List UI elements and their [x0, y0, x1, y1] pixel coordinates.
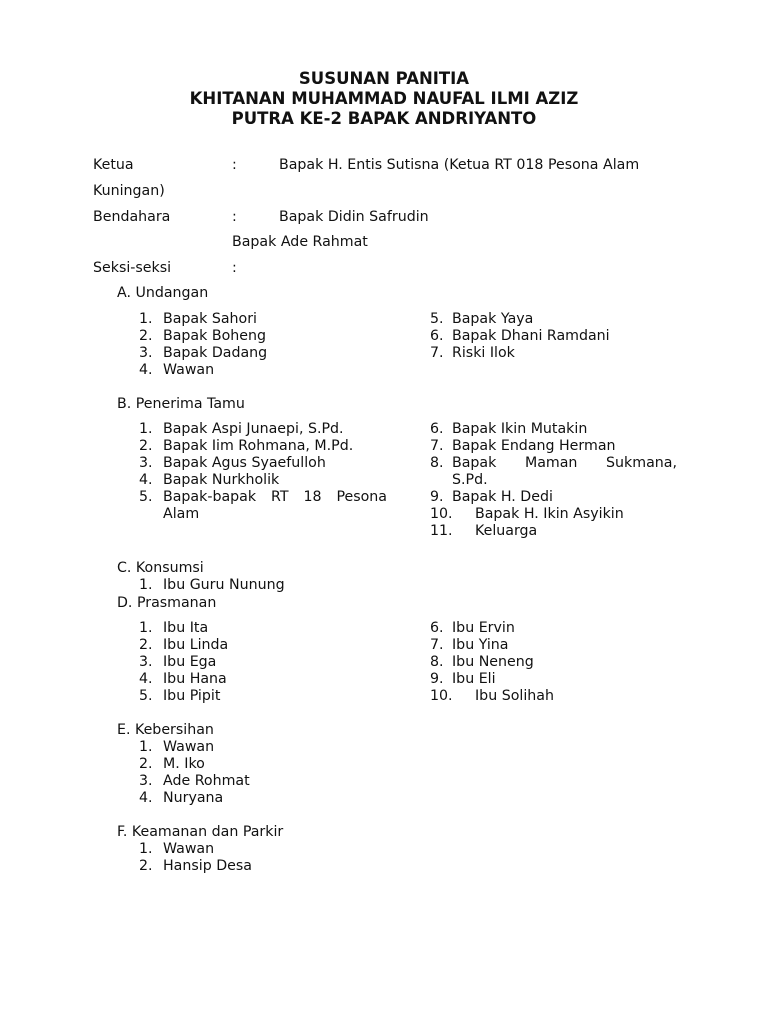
bendahara-value-2: Bapak Ade Rahmat	[232, 234, 368, 250]
list-item: 1. Wawan	[139, 739, 215, 755]
list-item: 6. Bapak Ikin Mutakin	[430, 421, 588, 437]
list-item: 8. Bapak Maman Sukmana,	[430, 455, 677, 471]
undangan-list-right	[430, 311, 690, 362]
bendahara-colon: :	[232, 209, 237, 225]
list-item: 1. Wawan	[139, 841, 215, 857]
section-title-prasmanan: D. Prasmanan	[117, 595, 217, 611]
list-item: 7. Ibu Yina	[430, 637, 509, 653]
ketua-value: Bapak H. Entis Sutisna (Ketua RT 018 Pesona Alam	[279, 157, 640, 173]
section-title-kebersihan: E. Kebersihan	[117, 722, 214, 738]
ketua-colon: :	[232, 157, 237, 173]
kebersihan-list	[139, 739, 399, 807]
section-title-penerima-tamu: B. Penerima Tamu	[117, 396, 245, 412]
list-item: 1. Bapak Aspi Junaepi, S.Pd.	[139, 421, 344, 437]
list-item: 5. Ibu Pipit	[139, 688, 221, 704]
list-item: 7. Bapak Endang Herman	[430, 438, 616, 454]
list-item: 2. M. Iko	[139, 756, 205, 772]
list-item-continuation: S.Pd.	[452, 472, 488, 488]
undangan-list-left	[139, 311, 399, 379]
list-item: 8. Ibu Neneng	[430, 654, 534, 670]
list-item: 4. Wawan	[139, 362, 215, 378]
doc-title-line-3: PUTRA KE-2 BAPAK ANDRIYANTO	[231, 109, 537, 128]
prasmanan-list-left	[139, 620, 399, 705]
section-title-undangan: A. Undangan	[117, 285, 209, 301]
list-item: 2. Bapak Iim Rohmana, M.Pd.	[139, 438, 354, 454]
ketua-value-cont: Kuningan)	[93, 183, 165, 199]
list-item: 10. Bapak H. Ikin Asyikin	[430, 506, 624, 522]
prasmanan-list-right	[430, 620, 690, 705]
konsumsi-list	[139, 577, 399, 594]
doc-title-line-1: SUSUNAN PANITIA	[298, 69, 470, 88]
list-item: 4. Ibu Hana	[139, 671, 227, 687]
list-item: 6. Ibu Ervin	[430, 620, 515, 636]
ketua-label: Ketua	[93, 157, 134, 173]
list-item: 3. Bapak Dadang	[139, 345, 268, 361]
bendahara-value-1: Bapak Didin Safrudin	[279, 209, 429, 225]
list-item: 6. Bapak Dhani Ramdani	[430, 328, 610, 344]
list-item: 4. Bapak Nurkholik	[139, 472, 280, 488]
penerima-list-left	[139, 421, 399, 523]
list-item: 5. Bapak-bapak RT 18 Pesona	[139, 489, 387, 505]
list-item: 3. Ade Rohmat	[139, 773, 250, 789]
list-item-continuation: Alam	[163, 506, 200, 522]
list-item: 3. Bapak Agus Syaefulloh	[139, 455, 326, 471]
list-item: 11. Keluarga	[430, 523, 538, 539]
bendahara-label: Bendahara	[93, 209, 171, 225]
seksi-label: Seksi-seksi	[93, 260, 172, 276]
list-item: 9. Ibu Eli	[430, 671, 496, 687]
list-item: 1. Ibu Ita	[139, 620, 209, 636]
list-item: 7. Riski Ilok	[430, 345, 515, 361]
list-item: 9. Bapak H. Dedi	[430, 489, 553, 505]
list-item: 1. Bapak Sahori	[139, 311, 257, 327]
list-item: 1. Ibu Guru Nunung	[139, 577, 285, 593]
list-item: 10. Ibu Solihah	[430, 688, 554, 704]
seksi-colon: :	[232, 260, 237, 276]
section-title-konsumsi: C. Konsumsi	[117, 560, 204, 576]
list-item: 2. Ibu Linda	[139, 637, 229, 653]
section-title-keamanan: F. Keamanan dan Parkir	[117, 824, 284, 840]
doc-title-line-2: KHITANAN MUHAMMAD NAUFAL ILMI AZIZ	[189, 89, 579, 108]
list-item: 3. Ibu Ega	[139, 654, 217, 670]
list-item: 5. Bapak Yaya	[430, 311, 534, 327]
list-item: 4. Nuryana	[139, 790, 224, 806]
keamanan-list	[139, 841, 399, 875]
list-item: 2. Bapak Boheng	[139, 328, 266, 344]
list-item: 2. Hansip Desa	[139, 858, 252, 874]
penerima-list-right	[430, 421, 690, 540]
